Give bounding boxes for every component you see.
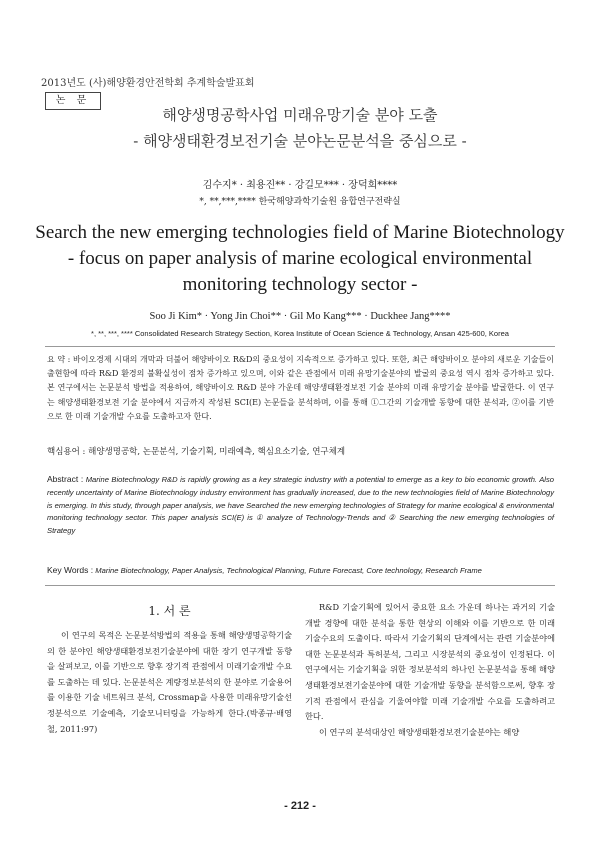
body-paragraph: R&D 기술기획에 있어서 중요한 요소 가운데 하나는 과거의 기술개발 경향에 대한 분석을 통한 현상의 이해와 이를 기반으로 한 미래 기술수요의 도출이다. 따라서 기술기획의 단계에서는 관련 기술분야에 대한 논문분석과 특허분석, 그리고 시장분석의 중요성이 인정된다. 이 연구에서는 기술기획을 위한 정보분석의 하나인 논문분석을 통해 해양생태환경보전기술분야에 대한 기술개발 동향을 분석함으로써, 향후 장기적 관점에서 관심을 기울여야할 미래 기술개발 수요를 도출하려고 한다. bbox=[305, 602, 555, 722]
title-en-line3: monitoring technology sector - bbox=[182, 274, 418, 295]
title-en-line1: Search the new emerging technologies field of Marine Biotechnology bbox=[35, 222, 565, 243]
title-ko-line2: - 해양생태환경보전기술 분야논문분석을 중심으로 - bbox=[133, 132, 467, 150]
conference-header: 2013년도 (사)해양환경안전학회 추계학술발표회 bbox=[41, 78, 255, 89]
keywords-ko-text: 해양생명공학, 논문분석, 기술기획, 미래예측, 핵심요소기술, 연구체계 bbox=[88, 447, 346, 457]
affiliation-en: *, **, ***, **** Consolidated Research Strategy Section, Korea Institute of Ocean Science & Technology, Ansan 425-600, Korea bbox=[91, 329, 509, 338]
paper-type-tag: 논 문 bbox=[45, 92, 101, 110]
affiliation-ko: *, **,***,**** 한국해양과학기술원 융합연구전략실 bbox=[199, 197, 401, 207]
title-ko-line1: 해양생명공학사업 미래유망기술 분야 도출 bbox=[162, 106, 438, 124]
divider-top bbox=[45, 346, 555, 347]
body-paragraph: 이 연구의 분석대상인 해양생태환경보전기술분야는 해양 bbox=[319, 726, 520, 737]
abstract-en-label: Abstract : bbox=[47, 474, 84, 484]
abstract-en-text: Marine Biotechnology R&D is rapidly growing as a key strategic industry with a potential to emerge as a key to bio economic growth. Also recently uncertainty of Marine Biotechnology industry environment has gradually increased, due to the new technologies field of Marine Biotechnology is emerging. In this study, through paper analysis, we have Searched the new emerging technologies of Strategy for marine ecological & environmental monitoring technology sector. This paper analysis SCI(E) is ① analyze of Technology-Trends and ② Searching the new emerging technologies of Strategy bbox=[47, 475, 554, 536]
keywords-ko bbox=[47, 445, 554, 457]
authors-ko: 김수지* · 최용진** · 강길모*** · 장덕희**** bbox=[202, 180, 398, 191]
abstract-ko-text: 바이오경제 시대의 개막과 더불어 해양바이오 R&D의 중요성이 지속적으로 증가하고 있다. 또한, 최근 해양바이오 분야의 새로운 기술들이 출현함에 따라 R&D 환경의 불확실성이 점차 증가하고 있으며, 이와 같은 관점에서 미래 유망기술분야의 발굴의 중요성 역시 점차 증가하고 있다. 본 연구에서는 논문분석 방법을 적용하여, 해양바이오 R&D 분야 가운데 해양생태환경보전 기술 분야의 미래 유망기술 분야를 발굴한다. 이 연구는 해양생태환경보전 기술 분야에서 지금까지 작성된 SCI(E) 논문들을 분석하며, 이를 통해 ①그간의 기술개발 동향에 대한 분석과, ②이를 기반으로 한 미래 기술개발 수요를 도출하고자 한다. bbox=[47, 355, 554, 421]
keywords-ko-label: 핵심용어 : bbox=[47, 447, 86, 457]
body-paragraph: 이 연구의 목적은 논문분석방법의 적용을 통해 해양생명공학기술의 한 분야인 해양생태환경보전기술분야에 대한 장기 연구개발 동향을 살펴보고, 이를 기반으로 향후 장기적 관점에서 미래기술개발 수요를 도출하는 데 있다. 논문분석은 계량정보분석의 한 분야로 기술용어를 이용한 기술 네트워크 분석, Crossmap을 사용한 미래유망기술선정분석으로 기술예측, 기술모니터링을 가능하게 한다.(박종규·배영철, 2011:97) bbox=[47, 630, 292, 734]
keywords-en bbox=[47, 565, 554, 575]
keywords-en-text: Marine Biotechnology, Paper Analysis, Technological Planning, Future Forecast, Core technology, Research Frame bbox=[95, 566, 482, 575]
abstract-ko-label: 요 약 : bbox=[47, 355, 71, 364]
page-number: - 212 - bbox=[284, 800, 316, 812]
divider-bottom bbox=[45, 585, 555, 586]
keywords-en-label: Key Words : bbox=[47, 565, 94, 575]
abstract-en bbox=[47, 473, 554, 538]
abstract-ko bbox=[47, 353, 554, 424]
body-column-right bbox=[305, 600, 555, 740]
body-column-left bbox=[47, 628, 292, 737]
title-en-line2: - focus on paper analysis of marine ecological environmental bbox=[67, 248, 533, 269]
authors-en: Soo Ji Kim* · Yong Jin Choi** · Gil Mo Kang*** · Duckhee Jang**** bbox=[149, 311, 451, 322]
section-title: 1. 서 론 bbox=[148, 604, 191, 618]
